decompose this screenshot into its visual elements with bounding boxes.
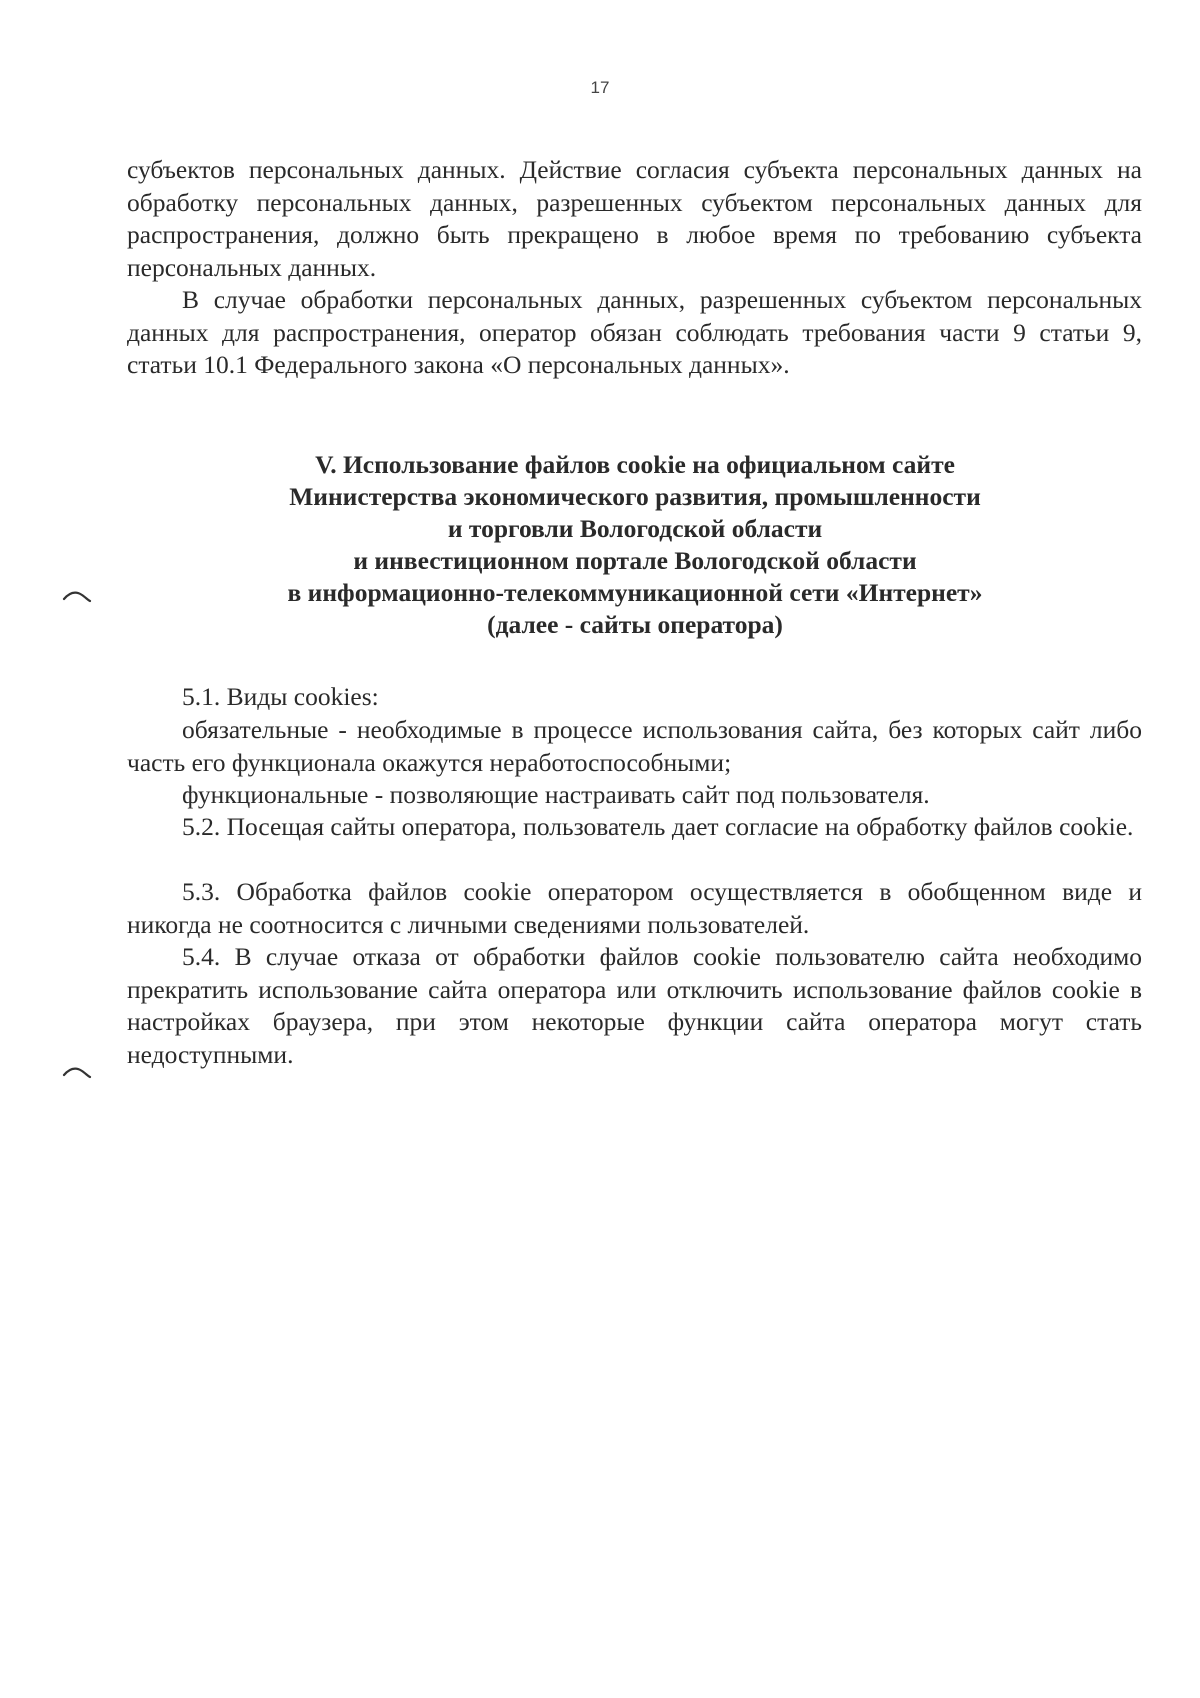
heading-line: в информационно-телекоммуникационной сети «Интернет» <box>287 578 983 607</box>
margin-pen-mark <box>62 589 92 603</box>
paragraph-operator-obligations: В случае обработки персональных данных, разрешенных субъектом персональных данных для распространения, оператор обязан соблюдать требования части 9 статьи 9, статьи 10.1 Федерального закона «О персональных данных». <box>127 285 1142 379</box>
paragraph-cookie-refusal: 5.4. В случае отказа от обработки файлов cookie пользователю сайта необходимо прекратить использование сайта оператора или отключить использование файлов cookie в настройках браузера, при этом некоторые функции сайта оператора могут стать недоступными. <box>127 942 1142 1069</box>
heading-line: и торговли Вологодской области <box>447 514 823 543</box>
paragraph-functional-cookies: функциональные - позволяющие настраивать сайт под пользователя. <box>182 780 930 809</box>
heading-line: (далее - сайты оператора) <box>487 610 783 639</box>
heading-line: и инвестиционном портале Вологодской области <box>353 546 917 575</box>
heading-line: Министерства экономического развития, промышленности <box>289 482 981 511</box>
heading-line: V. Использование файлов cookie на официальном сайте <box>315 450 955 479</box>
section-heading <box>160 449 1110 641</box>
paragraph-consent-by-visit: 5.2. Посещая сайты оператора, пользователь дает согласие на обработку файлов cookie. <box>182 812 1134 841</box>
margin-pen-mark <box>62 1065 92 1079</box>
paragraph-consent-termination: субъектов персональных данных. Действие согласия субъекта персональных данных на обработку персональных данных, разрешенных субъектом персональных данных для распространения, должно быть прекращено в любое время по требованию субъекта персональных данных. <box>127 155 1142 282</box>
paragraph-cookie-types: 5.1. Виды cookies: <box>182 682 379 711</box>
paragraph-mandatory-cookies: обязательные - необходимые в процессе использования сайта, без которых сайт либо часть его функционала окажутся неработоспособными; <box>127 715 1142 777</box>
paragraph-cookie-processing: 5.3. Обработка файлов cookie оператором осуществляется в обобщенном виде и никогда не соотносится с личными сведениями пользователей. <box>127 877 1142 939</box>
page-number: 17 <box>590 78 610 97</box>
